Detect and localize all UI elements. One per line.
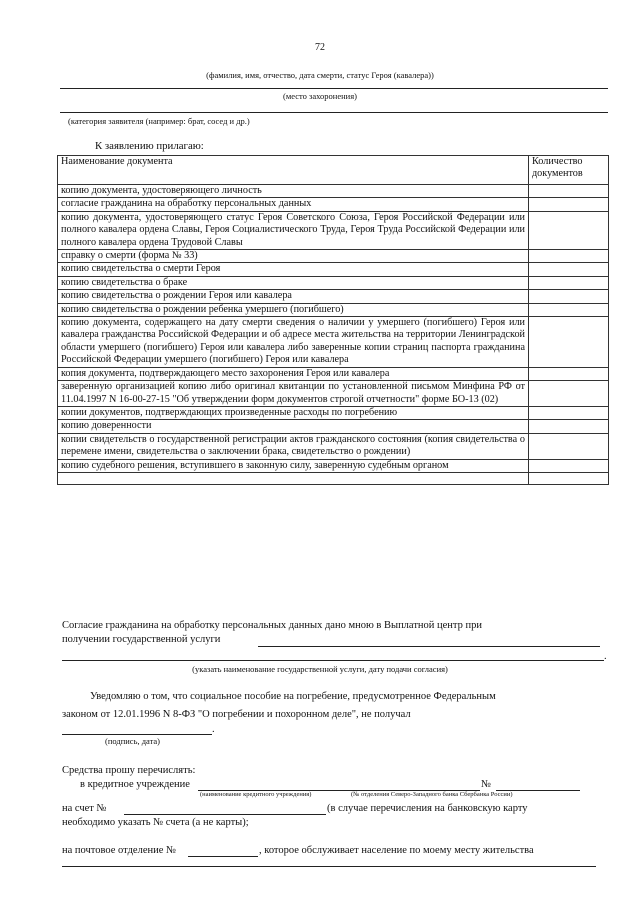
- column-header-qty: Количество документов: [529, 156, 609, 185]
- document-name: копии документов, подтверждающих произведенные расходы по погребению: [58, 406, 529, 419]
- table-row: [58, 276, 609, 289]
- table-row: [58, 263, 609, 276]
- post-office-prefix: на почтовое отделение №: [62, 845, 177, 856]
- consent-caption: (указать наименование государственной услуги, дату подачи согласия): [192, 664, 448, 674]
- quantity-cell[interactable]: [529, 303, 609, 316]
- document-name: справку о смерти (форма № 33): [58, 250, 529, 263]
- table-row: [58, 317, 609, 368]
- quantity-cell[interactable]: [529, 433, 609, 459]
- document-name: копию свидетельства о браке: [58, 276, 529, 289]
- post-office-suffix: , которое обслуживает население по моему месту жительства: [259, 845, 534, 856]
- deceased-caption: (фамилия, имя, отчество, дата смерти, статус Героя (кавалера)): [206, 70, 434, 80]
- consent-end-mark: .: [604, 651, 607, 662]
- notice-end-mark: .: [212, 724, 215, 735]
- table-row: [58, 472, 609, 484]
- quantity-cell[interactable]: [529, 290, 609, 303]
- table-row: [58, 381, 609, 407]
- document-name: копию свидетельства о смерти Героя: [58, 263, 529, 276]
- table-row: [58, 459, 609, 472]
- table-row: [58, 433, 609, 459]
- quantity-cell[interactable]: [529, 406, 609, 419]
- quantity-cell[interactable]: [529, 317, 609, 368]
- number-sign: №: [481, 779, 492, 790]
- post-office-number-field[interactable]: [188, 856, 258, 857]
- consent-line-2: получении государственной услуги: [62, 634, 221, 645]
- table-row: [58, 367, 609, 380]
- bank-label: в кредитное учреждение: [80, 779, 190, 790]
- quantity-cell[interactable]: [529, 263, 609, 276]
- quantity-cell[interactable]: [529, 472, 609, 484]
- quantity-cell[interactable]: [529, 276, 609, 289]
- table-row: [58, 185, 609, 198]
- deceased-line: [60, 88, 608, 89]
- quantity-cell[interactable]: [529, 420, 609, 433]
- attach-intro: К заявлению прилагаю:: [95, 140, 204, 152]
- account-note: (в случае перечисления на банковскую карту: [327, 803, 528, 814]
- document-name: заверенную организацией копию либо оригинал квитанции по установленной письмом Минфина РФ от 11.04.1997 N 16-00-27-15 "Об утверждении форм документов строгой отчетности" форме БО-13 (02): [58, 381, 529, 407]
- document-name: копию документа, удостоверяющего личность: [58, 185, 529, 198]
- bank-caption: (наименование кредитного учреждения): [200, 791, 312, 798]
- document-name: [58, 472, 529, 484]
- notice-line-1: Уведомляю о том, что социальное пособие на погребение, предусмотренное Федеральным: [90, 691, 496, 702]
- table-row: [58, 250, 609, 263]
- table-row: [58, 406, 609, 419]
- table-row: [58, 211, 609, 249]
- table-row: [58, 420, 609, 433]
- document-name: копии свидетельств о государственной регистрации актов гражданского состояния (копия свидетельства о перемене имени, свидетельства о заключении брака, свидетельство о рождении): [58, 433, 529, 459]
- burial-line: [60, 112, 608, 113]
- documents-table: [57, 155, 609, 485]
- page-number: 72: [315, 42, 325, 53]
- table-header-row: [58, 156, 609, 185]
- account-note-2: необходимо указать № счета (а не карты);: [62, 817, 249, 828]
- table-row: [58, 303, 609, 316]
- document-name: согласие гражданина на обработку персональных данных: [58, 198, 529, 211]
- document-name: копию документа, удостоверяющего статус Героя Советского Союза, Героя Российской Федерации или полного кавалера ордена Славы, Героя Социалистического Труда, Героя Труда Российской Федерации или полного кавалера ордена Трудовой Славы: [58, 211, 529, 249]
- transfer-intro: Средства прошу перечислять:: [62, 765, 196, 776]
- document-name: копию свидетельства о рождении Героя или кавалера: [58, 290, 529, 303]
- consent-service-field-2[interactable]: [62, 660, 604, 661]
- quantity-cell[interactable]: [529, 185, 609, 198]
- document-name: копию доверенности: [58, 420, 529, 433]
- document-name: копию свидетельства о рождении ребенка умершего (погибшего): [58, 303, 529, 316]
- account-label: на счет №: [62, 803, 107, 814]
- signature-caption: (подпись, дата): [105, 736, 161, 746]
- quantity-cell[interactable]: [529, 381, 609, 407]
- burial-caption: (место захоронения): [283, 91, 357, 101]
- quantity-cell[interactable]: [529, 250, 609, 263]
- column-header-name: Наименование документа: [58, 156, 529, 185]
- table-row: [58, 290, 609, 303]
- consent-line-1: Согласие гражданина на обработку персональных данных дано мною в Выплатной центр при: [62, 620, 482, 631]
- notice-line-2: законом от 12.01.1996 N 8-ФЗ "О погребении и похоронном деле", не получал: [62, 709, 411, 720]
- quantity-cell[interactable]: [529, 211, 609, 249]
- applicant-caption: (категория заявителя (например: брат, сосед и др.): [68, 116, 250, 126]
- quantity-cell[interactable]: [529, 367, 609, 380]
- table-row: [58, 198, 609, 211]
- consent-service-field[interactable]: [258, 646, 600, 647]
- quantity-cell[interactable]: [529, 459, 609, 472]
- signature-field[interactable]: [62, 734, 212, 735]
- quantity-cell[interactable]: [529, 198, 609, 211]
- branch-caption: (№ отделения Северо-Западного банка Сбербанка России): [351, 791, 513, 798]
- bottom-line: [62, 866, 596, 867]
- document-name: копию документа, содержащего на дату смерти сведения о наличии у умершего (погибшего) Героя или кавалера гражданства Российской Федерации и об адресе места жительства на территории Ленинградской области умершего (погибшего) Героя или кавалера либо заверенные копии страниц паспорта гражданина Российской Федерации умершего (погибшего) Героя или кавалера: [58, 317, 529, 368]
- account-number-field[interactable]: [124, 814, 326, 815]
- document-name: копия документа, подтверждающего место захоронения Героя или кавалера: [58, 367, 529, 380]
- document-name: копию судебного решения, вступившего в законную силу, заверенную судебным органом: [58, 459, 529, 472]
